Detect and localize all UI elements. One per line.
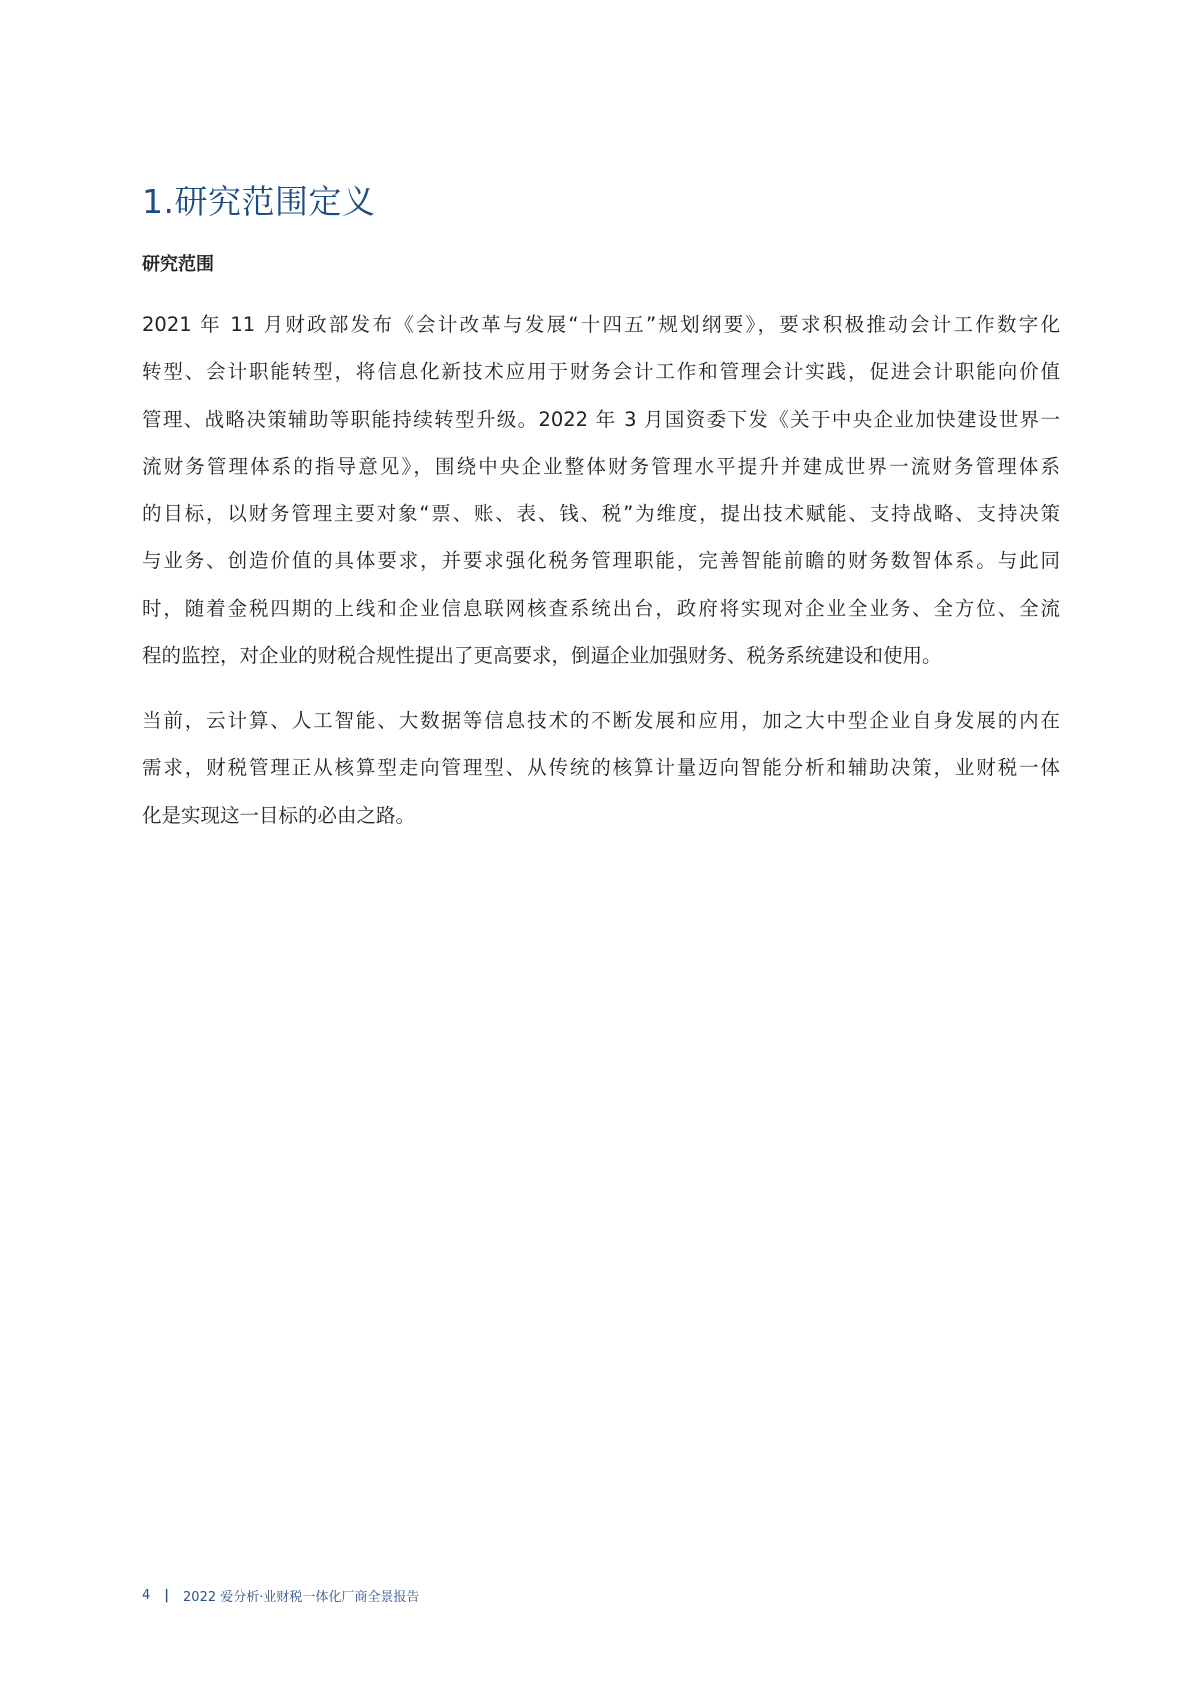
footer-separator: | — [164, 1588, 170, 1603]
paragraph-line: 当前，云计算、人工智能、大数据等信息技术的不断发展和应用，加之大中型企业自身发展的内在 — [142, 709, 1060, 732]
paragraph-1 — [142, 301, 1060, 679]
paragraph-line: 程的监控，对企业的财税合规性提出了更高要求，倒逼企业加强财务、税务系统建设和使用。 — [142, 644, 942, 668]
paragraph-line: 的目标，以财务管理主要对象“票、账、表、钱、税”为维度，提出技术赋能、支持战略、支持决策 — [142, 502, 1060, 526]
paragraph-line: 流财务管理体系的指导意见》，围绕中央企业整体财务管理水平提升并建成世界一流财务管理体系 — [142, 454, 1060, 478]
paragraph-2 — [142, 697, 1060, 839]
section-title: 1.研究范围定义 — [142, 182, 376, 222]
paragraph-line: 管理、战略决策辅助等职能持续转型升级。2022 年 3 月国资委下发《关于中央企业加快建设世界一 — [142, 407, 1060, 431]
paragraph-line: 需求，财税管理正从核算型走向管理型、从传统的核算计量迈向智能分析和辅助决策，业财税一体 — [142, 756, 1060, 780]
page-number: 4 — [142, 1588, 151, 1603]
paragraph-line: 时，随着金税四期的上线和企业信息联网核查系统出台，政府将实现对企业全业务、全方位、全流 — [142, 596, 1060, 620]
paragraph-line: 化是实现这一目标的必由之路。 — [142, 803, 416, 827]
paragraph-line: 转型、会计职能转型，将信息化新技术应用于财务会计工作和管理会计实践，促进会计职能向价值 — [142, 360, 1060, 384]
report-title: 2022 爱分析·业财税一体化厂商全景报告 — [183, 1590, 420, 1605]
page-footer — [142, 1586, 419, 1605]
paragraph-line: 2021 年 11 月财政部发布《会计改革与发展“十四五”规划纲要》，要求积极推动会计工作数字化 — [142, 313, 1060, 336]
subheading: 研究范围 — [142, 254, 214, 275]
paragraph-line: 与业务、创造价值的具体要求，并要求强化税务管理职能，完善智能前瞻的财务数智体系。与此同 — [142, 549, 1060, 573]
